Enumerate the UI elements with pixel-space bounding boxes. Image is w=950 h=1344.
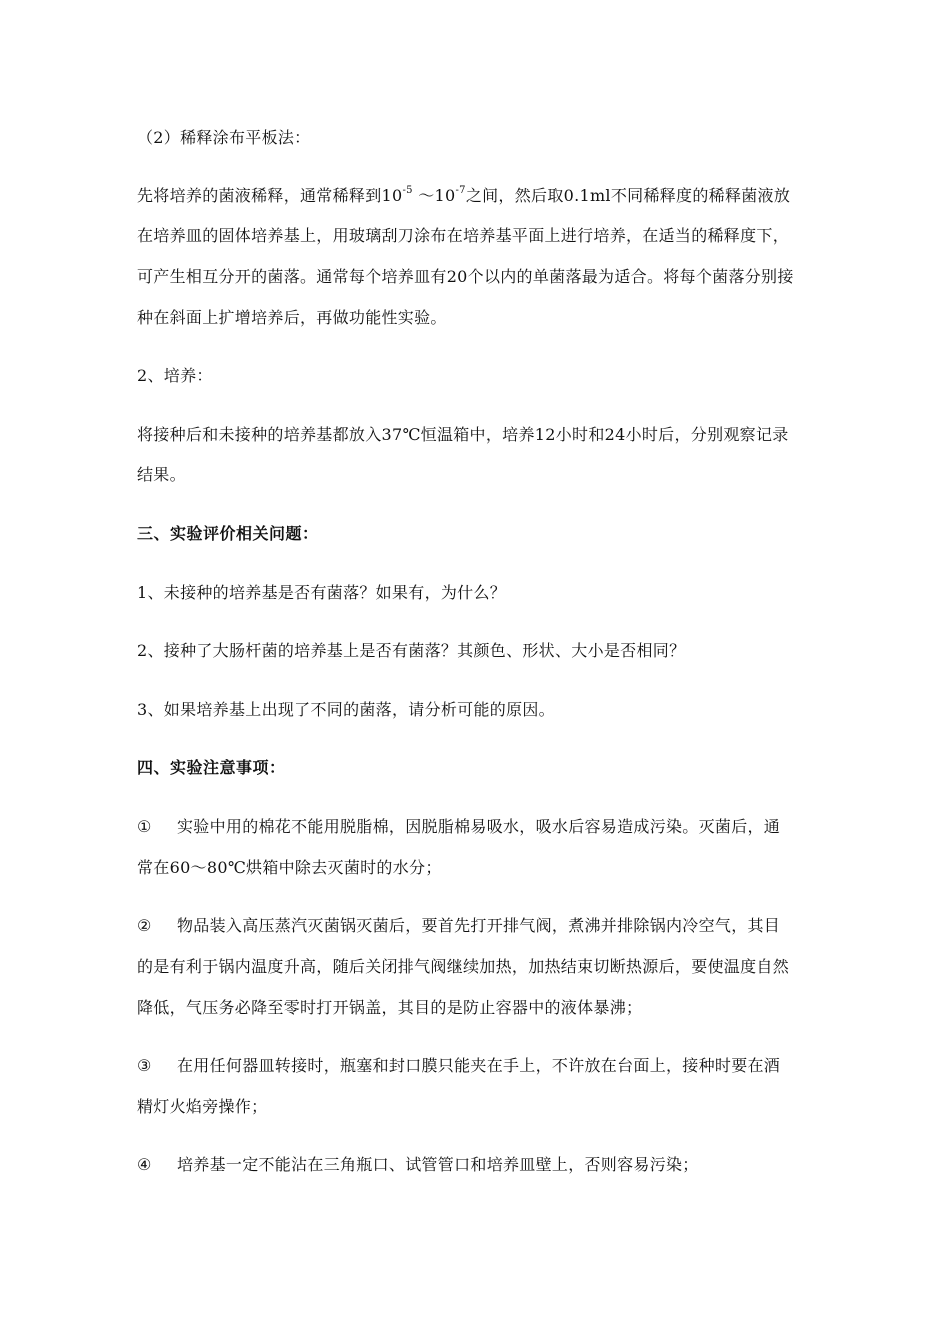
dilution-exponent-1: -5 <box>402 184 413 196</box>
note-1-marker: ① <box>137 817 152 836</box>
note-1-text: 实验中用的棉花不能用脱脂棉，因脱脂棉易吸水，吸水后容易造成污染。灭菌后，通 <box>177 817 781 836</box>
dilution-text-b: ～10 <box>418 186 456 205</box>
evaluation-question-2: 2、接种了大肠杆菌的培养基上是否有菌落？其颜色、形状、大小是否相同？ <box>137 641 686 660</box>
note-4-text: 培养基一定不能沾在三角瓶口、试管管口和培养皿壁上，否则容易污染； <box>177 1155 699 1174</box>
note-2-line-3: 降低，气压务必降至零时打开锅盖，其目的是防止容器中的液体暴沸； <box>137 998 643 1017</box>
dilution-method-title: （2）稀释涂布平板法： <box>137 128 311 147</box>
dilution-paragraph-line-4: 种在斜面上扩增培养后，再做功能性实验。 <box>137 308 447 327</box>
culture-title: 2、培养： <box>137 366 213 385</box>
dilution-exponent-2: -7 <box>455 184 466 196</box>
dilution-paragraph-line-1 <box>137 186 827 206</box>
note-1-line-1 <box>137 817 827 837</box>
evaluation-question-1: 1、未接种的培养基是否有菌落？如果有，为什么？ <box>137 583 507 602</box>
dilution-text-c: 之间，然后取0.1ml不同稀释度的稀释菌液放 <box>465 186 791 205</box>
dilution-paragraph-line-3: 可产生相互分开的菌落。通常每个培养皿有20个以内的单菌落最为适合。将每个菌落分别接 <box>137 267 794 286</box>
note-4-marker: ④ <box>137 1155 152 1174</box>
note-2-line-2: 的是有利于锅内温度升高，随后关闭排气阀继续加热，加热结束切断热源后，要使温度自然 <box>137 957 790 976</box>
note-1-line-2: 常在60～80℃烘箱中除去灭菌时的水分； <box>137 858 442 877</box>
evaluation-heading: 三、实验评价相关问题： <box>137 524 319 543</box>
note-2-marker: ② <box>137 916 152 935</box>
note-3-line-2: 精灯火焰旁操作； <box>137 1097 268 1116</box>
note-2-text: 物品装入高压蒸汽灭菌锅灭菌后，要首先打开排气阀，煮沸并排除锅内冷空气，其目 <box>177 916 781 935</box>
note-4-line-1 <box>137 1155 827 1175</box>
note-2-line-1 <box>137 916 827 936</box>
culture-paragraph-line-2: 结果。 <box>137 465 186 484</box>
culture-paragraph-line-1: 将接种后和未接种的培养基都放入37℃恒温箱中，培养12小时和24小时后，分别观察记录 <box>137 425 789 444</box>
evaluation-question-3: 3、如果培养基上出现了不同的菌落，请分析可能的原因。 <box>137 700 555 719</box>
notes-heading: 四、实验注意事项： <box>137 758 286 777</box>
note-3-line-1 <box>137 1056 827 1076</box>
note-3-text: 在用任何器皿转接时，瓶塞和封口膜只能夹在手上，不许放在台面上，接种时要在酒 <box>177 1056 781 1075</box>
dilution-text-a: 先将培养的菌液稀释，通常稀释到10 <box>137 186 403 205</box>
note-3-marker: ③ <box>137 1056 152 1075</box>
dilution-paragraph-line-2: 在培养皿的固体培养基上，用玻璃刮刀涂布在培养基平面上进行培养，在适当的稀释度下， <box>137 226 790 245</box>
